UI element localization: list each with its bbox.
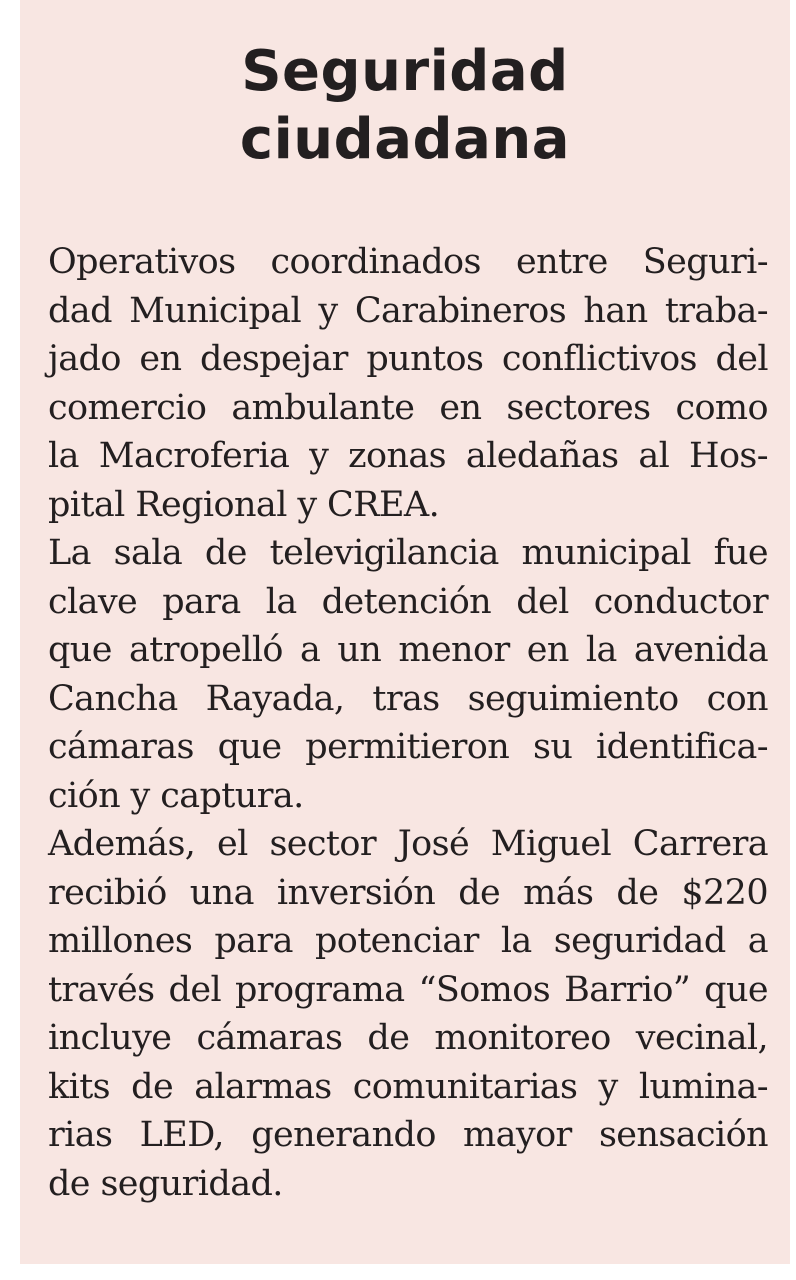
article-box <box>20 0 790 1264</box>
text-line: jado en despejar puntos conflictivos del <box>48 339 768 379</box>
text-line: millones para potenciar la seguridad a <box>48 921 768 961</box>
text-line: Operativos coordinados entre Seguri- <box>48 242 768 282</box>
text-line: clave para la detención del conductor <box>48 581 768 622</box>
text-line: kits de alarmas comunitarias y lumina- <box>48 1066 768 1107</box>
text-line: incluye cámaras de monitoreo vecinal, <box>48 1018 768 1058</box>
article-title <box>20 38 790 174</box>
text-line: través del programa “Somos Barrio” que <box>48 969 768 1010</box>
text-line: comercio ambulante en sectores como <box>48 387 768 428</box>
text-line: la Macroferia y zonas aledañas al Hos- <box>48 436 768 476</box>
text-line: Cancha Rayada, tras seguimiento con <box>48 678 768 719</box>
text-line: La sala de televigilancia municipal fue <box>48 533 768 573</box>
text-line: recibió una inversión de más de $220 <box>48 872 768 913</box>
text-line: ción y captura. <box>48 775 304 816</box>
text-line: dad Municipal y Carabineros han traba- <box>48 290 768 331</box>
paragraph-3 <box>48 820 768 1208</box>
text-line: que atropelló a un menor en la avenida <box>48 630 768 670</box>
text-line: de seguridad. <box>48 1163 283 1204</box>
paragraph-1 <box>48 238 768 529</box>
title-line-2: ciudadana <box>239 107 571 172</box>
paragraph-2 <box>48 529 768 820</box>
article-body <box>48 238 768 1208</box>
text-line: pital Regional y CREA. <box>48 484 440 525</box>
title-line-1: Seguridad <box>241 39 569 104</box>
text-line: rias LED, generando mayor sensación <box>48 1115 768 1155</box>
text-line: Además, el sector José Miguel Carrera <box>48 824 768 864</box>
text-line: cámaras que permitieron su identifica- <box>48 727 768 767</box>
